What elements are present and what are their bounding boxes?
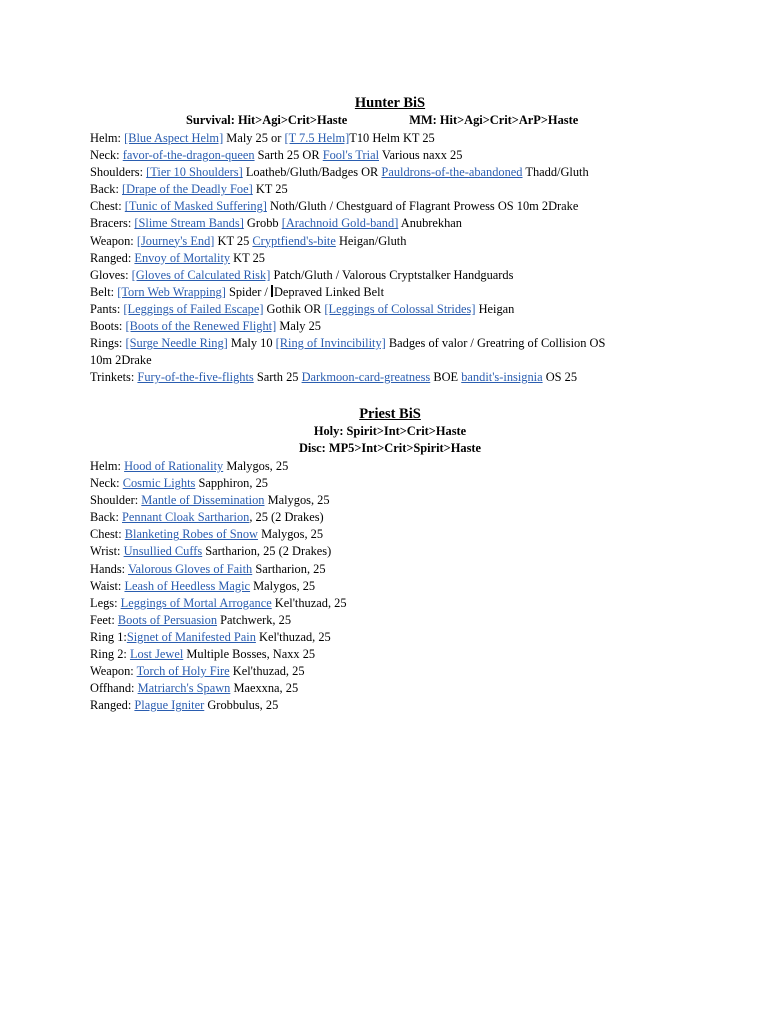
item-link[interactable]: [Gloves of Calculated Risk]	[131, 267, 271, 282]
item-link[interactable]: bandit's-insignia	[461, 370, 543, 385]
item-link[interactable]: [Boots of the Renewed Flight]	[125, 319, 277, 334]
source-text: Heigan/Gluth	[335, 233, 407, 248]
slot-label: Chest:	[90, 199, 122, 214]
item-link[interactable]: Pennant Cloak Sartharion	[122, 510, 250, 525]
source-text: Sartharion, 25	[252, 561, 326, 576]
source-text: Maly 25 or	[223, 131, 285, 145]
priest-gear-list	[90, 458, 690, 714]
source-text: Heigan	[475, 301, 515, 316]
slot-label: Ranged:	[90, 698, 132, 713]
priest-gear-row	[90, 458, 690, 475]
slot-label: Back:	[90, 510, 119, 525]
hunter-stat-priorities	[90, 112, 690, 129]
source-text: T10 Helm KT 25	[349, 131, 435, 145]
slot-label: Helm:	[90, 459, 121, 473]
source-text: Sapphiron, 25	[195, 476, 268, 491]
hunter-gear-row	[90, 335, 610, 369]
source-text: Depraved Linked Belt	[273, 284, 385, 299]
slot-label: Helm:	[90, 131, 121, 145]
item-link[interactable]: [Arachnoid Gold-band]	[281, 216, 399, 231]
item-link[interactable]: [Slime Stream Bands]	[134, 216, 244, 231]
source-text: KT 25	[214, 233, 253, 248]
item-link[interactable]: Valorous Gloves of Faith	[127, 561, 253, 576]
source-text: BOE	[430, 370, 462, 385]
source-text: Malygos, 25	[257, 527, 324, 542]
hunter-gear-row	[90, 250, 690, 267]
source-text: OS 25	[542, 370, 578, 385]
item-link[interactable]: Darkmoon-card-greatness	[301, 370, 431, 385]
slot-label: Legs:	[90, 595, 118, 610]
item-link[interactable]: Cryptfiend's-bite	[252, 233, 336, 248]
item-link[interactable]: Blanketing Robes of Snow	[124, 527, 258, 542]
item-link[interactable]: [Ring of Invincibility]	[275, 336, 386, 351]
survival-priority: Survival: Hit>Agi>Crit>Haste	[186, 113, 348, 127]
source-text: Malygos, 25	[250, 578, 316, 593]
hunter-gear-row	[90, 147, 690, 164]
slot-label: Shoulder:	[90, 493, 139, 508]
hunter-gear-row	[90, 369, 690, 386]
source-text: Malygos, 25	[264, 493, 330, 508]
item-link[interactable]: Leggings of Mortal Arrogance	[120, 595, 272, 610]
item-link[interactable]: [Leggings of Colossal Strides]	[324, 301, 476, 316]
slot-label: Neck:	[90, 476, 120, 491]
source-text: Badges of valor / Greatring of Collision OS 10m 2Drake	[90, 336, 606, 368]
slot-label: Waist:	[90, 578, 122, 593]
item-link[interactable]: Signet of Manifested Pain	[126, 629, 256, 644]
mm-priority: MM: Hit>Agi>Crit>ArP>Haste	[409, 113, 579, 127]
hunter-gear-row	[90, 130, 690, 147]
priest-section	[90, 405, 690, 714]
source-text: Grobb	[243, 216, 282, 231]
slot-label: Ring 1:	[90, 629, 127, 644]
priest-gear-row	[90, 629, 690, 646]
priest-gear-row	[90, 561, 690, 578]
item-link[interactable]: Pauldrons-of-the-abandoned	[381, 165, 523, 180]
slot-label: Shoulders:	[90, 165, 144, 180]
slot-label: Ranged:	[90, 250, 132, 265]
source-text: Kel'thuzad, 25	[271, 595, 347, 610]
item-link[interactable]: Mantle of Dissemination	[141, 493, 265, 508]
item-link[interactable]: [Leggings of Failed Escape]	[123, 301, 264, 316]
item-link[interactable]: [Blue Aspect Helm]	[124, 131, 224, 145]
hunter-gear-row	[90, 233, 690, 250]
hunter-gear-row	[90, 267, 690, 284]
slot-label: Neck:	[90, 148, 120, 163]
slot-label: Back:	[90, 182, 119, 197]
priest-gear-row	[90, 595, 690, 612]
hunter-gear-row	[90, 181, 690, 198]
source-text: KT 25	[252, 182, 288, 197]
slot-label: Boots:	[90, 319, 123, 334]
priest-gear-row	[90, 543, 690, 560]
priest-gear-row	[90, 492, 690, 509]
slot-label: Offhand:	[90, 681, 135, 696]
source-text: Noth/Gluth / Chestguard of Flagrant Prowess OS 10m 2Drake	[266, 199, 579, 214]
item-link[interactable]: [Journey's End]	[136, 233, 215, 248]
source-text: Multiple Bosses, Naxx 25	[183, 647, 316, 662]
source-text: Loatheb/Gluth/Badges OR	[242, 165, 382, 180]
hunter-gear-row	[90, 318, 690, 335]
slot-label: Pants:	[90, 301, 121, 316]
hunter-gear-row	[90, 164, 690, 181]
item-link[interactable]: [T 7.5 Helm]	[284, 131, 350, 145]
source-text: Kel'thuzad, 25	[255, 629, 331, 644]
source-text: Anubrekhan	[398, 216, 462, 231]
slot-label: Hands:	[90, 561, 126, 576]
slot-label: Belt:	[90, 284, 115, 299]
slot-label: Weapon:	[90, 233, 134, 248]
source-text: Patch/Gluth / Valorous Cryptstalker Handguards	[270, 267, 514, 282]
source-text: Kel'thuzad, 25	[229, 664, 305, 679]
text-cursor	[271, 285, 273, 297]
source-text: Maly 10	[227, 336, 276, 351]
priest-gear-row	[90, 680, 690, 697]
item-link[interactable]: Fury-of-the-five-flights	[137, 370, 254, 385]
source-text: Thadd/Gluth	[522, 165, 589, 180]
priest-gear-row	[90, 475, 690, 492]
item-link[interactable]: Fool's Trial	[322, 148, 380, 163]
item-link[interactable]: [Drape of the Deadly Foe]	[122, 182, 253, 197]
slot-label: Chest:	[90, 527, 122, 542]
priest-title: Priest BiS	[359, 406, 421, 422]
item-link[interactable]: favor-of-the-dragon-queen	[122, 148, 255, 163]
source-text: KT 25	[230, 250, 265, 265]
source-text: Grobbulus, 25	[204, 698, 279, 713]
source-text: Malygos, 25	[223, 459, 289, 473]
disc-priority: Disc: MP5>Int>Crit>Spirit>Haste	[298, 441, 482, 455]
item-link[interactable]: Plague Igniter	[134, 698, 205, 713]
hunter-gear-row	[90, 215, 690, 232]
source-text: Sartharion, 25 (2 Drakes)	[202, 544, 332, 559]
priest-gear-row	[90, 526, 690, 543]
hunter-title: Hunter BiS	[354, 95, 426, 111]
slot-label: Gloves:	[90, 267, 129, 282]
source-text: Spider /	[225, 284, 271, 299]
item-link[interactable]: [Tunic of Masked Suffering]	[124, 199, 267, 214]
hunter-gear-row	[90, 301, 690, 318]
item-link[interactable]: Cosmic Lights	[122, 476, 196, 491]
source-text: Sarth 25 OR	[254, 148, 323, 163]
slot-label: Feet:	[90, 612, 115, 627]
item-link[interactable]: [Tier 10 Shoulders]	[146, 165, 243, 180]
item-link[interactable]: Torch of Holy Fire	[136, 664, 230, 679]
item-link[interactable]: Boots of Persuasion	[117, 612, 218, 627]
slot-label: Ring 2:	[90, 647, 127, 662]
hunter-section	[90, 94, 690, 386]
priest-gear-row	[90, 646, 690, 663]
item-link[interactable]: Matriarch's Spawn	[137, 681, 231, 696]
slot-label: Wrist:	[90, 544, 121, 559]
priest-gear-row	[90, 697, 690, 714]
hunter-gear-row	[90, 198, 690, 215]
holy-priority: Holy: Spirit>Int>Crit>Haste	[313, 424, 467, 438]
item-link[interactable]: Lost Jewel	[129, 647, 184, 662]
source-text: Various naxx 25	[379, 148, 463, 163]
slot-label: Rings:	[90, 336, 123, 351]
slot-label: Weapon:	[90, 664, 134, 679]
source-text: Patchwerk, 25	[217, 612, 292, 627]
slot-label: Bracers:	[90, 216, 132, 231]
hunter-gear-row	[90, 284, 690, 301]
item-link[interactable]: [Torn Web Wrapping]	[117, 284, 226, 299]
priest-gear-row	[90, 663, 690, 680]
source-text: Maexxna, 25	[230, 681, 299, 696]
source-text: Sarth 25	[253, 370, 302, 385]
source-text: , 25 (2 Drakes)	[249, 510, 324, 525]
item-link[interactable]: Hood of Rationality	[124, 459, 224, 473]
hunter-gear-list	[90, 130, 690, 386]
source-text: Gothik OR	[263, 301, 325, 316]
priest-gear-row	[90, 509, 690, 526]
priest-gear-row	[90, 612, 690, 629]
priest-gear-row	[90, 578, 690, 595]
item-link[interactable]: Unsullied Cuffs	[123, 544, 203, 559]
source-text: Maly 25	[276, 319, 321, 334]
item-link[interactable]: [Surge Needle Ring]	[125, 336, 228, 351]
item-link[interactable]: Envoy of Mortality	[134, 250, 231, 265]
slot-label: Trinkets:	[90, 370, 135, 385]
item-link[interactable]: Leash of Heedless Magic	[124, 578, 251, 593]
